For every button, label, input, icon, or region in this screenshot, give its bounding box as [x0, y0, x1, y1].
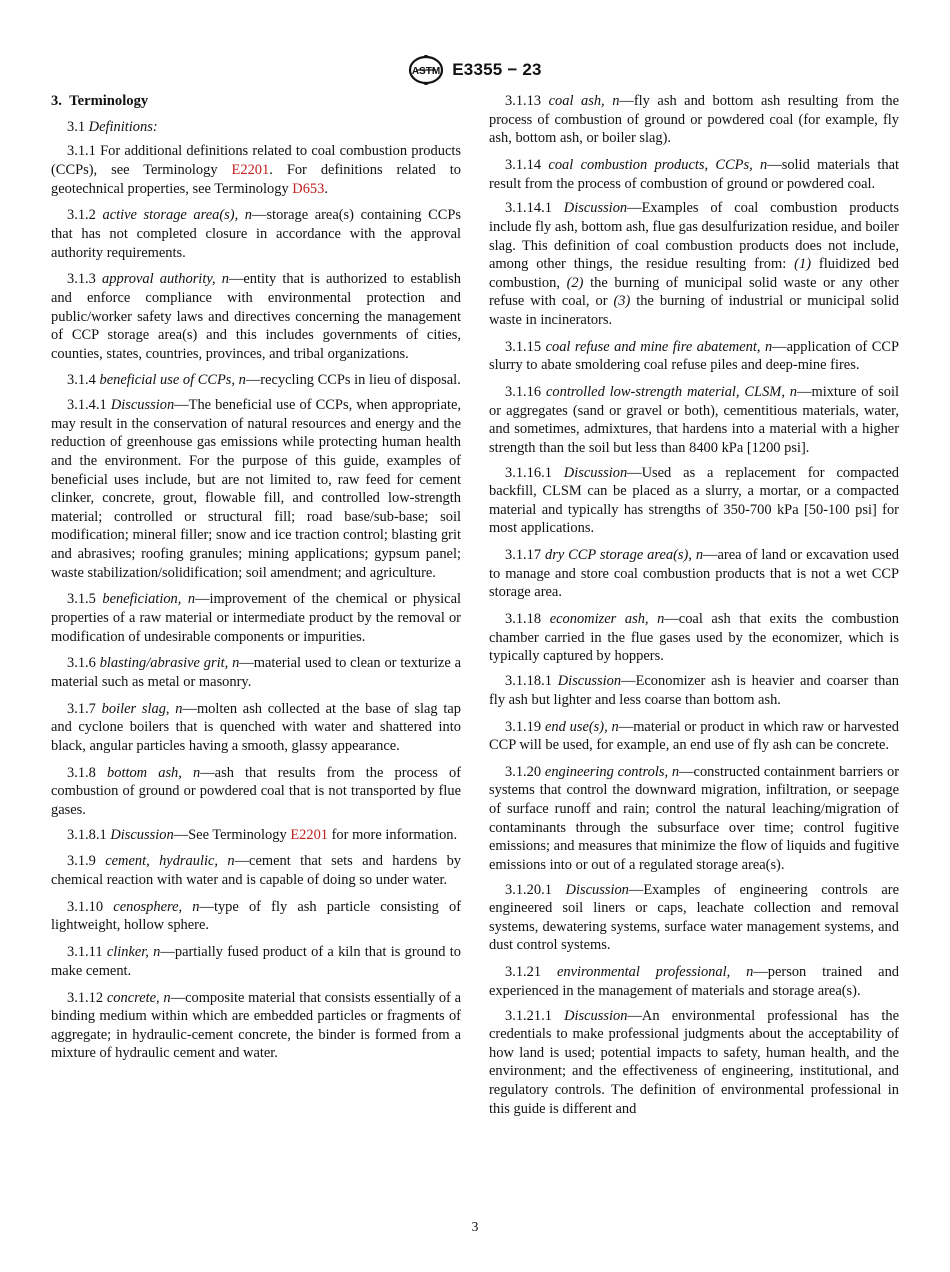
definition-3-1-3	[51, 270, 461, 363]
clause-number: 3.1.7	[67, 700, 96, 717]
clause-number: 3.1	[67, 118, 86, 135]
definition-3-1-11	[51, 943, 461, 980]
definition-3-1-13	[489, 92, 899, 148]
section-heading: 3. Terminology	[51, 93, 149, 109]
definition-text: —mixture of soil or aggregates (sand or gravel or both), cementitious materials, water, and sometimes, admixtures, that hardens into a material with a higher strength than the soil but less than 8400 kPa [1200 psi].	[489, 384, 900, 456]
definition-3-1-8-1	[51, 826, 461, 845]
definition-3-1-18-1	[489, 672, 899, 709]
clause-number: 3.1.8.1	[67, 826, 107, 843]
defined-term: end use(s), n	[544, 718, 619, 735]
defined-term: coal refuse and mine fire abatement, n	[545, 338, 773, 355]
definition-text: —storage area(s) containing CCPs that has not completed closure in accordance with the approval authority requirements.	[51, 207, 461, 261]
right-column	[489, 92, 899, 1124]
definition-text: —molten ash collected at the base of slag tap and cyclone boilers that is quenched with water and shattered into black, angular particles having a smooth, glassy appearance.	[51, 700, 461, 754]
subsection-title: Definitions:	[88, 118, 158, 135]
clause-number: 3.1.5	[67, 591, 96, 608]
definition-3-1	[51, 118, 461, 137]
clause-number: 3.1.4.1	[67, 397, 107, 414]
definition-3-1-20	[489, 763, 899, 875]
clause-number: 3.1.9	[67, 853, 96, 870]
definition-3-1-10	[51, 898, 461, 935]
clause-number: 3.1.14	[505, 156, 542, 173]
definition-3-1-5	[51, 590, 461, 646]
defined-term: Discussion	[564, 1007, 628, 1024]
definition-text: —See Terminology	[173, 826, 291, 843]
clause-number: 3.1.21.1	[505, 1007, 552, 1024]
definition-3-1-1	[51, 142, 461, 198]
defined-term: coal ash, n	[548, 93, 620, 109]
definition-text: —partially fused product of a kiln that is ground to make cement.	[51, 944, 461, 979]
reference-link[interactable]: D653	[292, 180, 325, 197]
term-emphasis: (2)	[566, 274, 584, 291]
astm-logo-icon	[408, 55, 444, 85]
definition-3-1-14	[489, 156, 899, 193]
definition-text: .	[324, 180, 328, 197]
definition-text: —solid materials that result from the process of combustion of ground or powdered coal.	[489, 156, 899, 192]
definition-3-1-18	[489, 610, 899, 666]
definition-text: —coal ash that exits the combustion chamber carried in the flue gases used by the economizer, which is typically captured by hoppers.	[489, 611, 899, 665]
term-emphasis: (3)	[613, 293, 631, 310]
definition-text: —Examples of engineering controls are engineered soil liners or caps, leachate collection and removal systems, dewatering systems, surface water management systems, and dust control systems.	[489, 881, 900, 954]
definition-text: —An environmental professional has the credentials to make professional judgments about the acceptability of how land is used; potential impacts to safety, human health, and the environment; and the effectiveness of engineering, institutional, and regulatory controls. The definition of environmental professional in this guide is different and	[489, 1007, 899, 1117]
definition-3-1-6	[51, 654, 461, 691]
term-emphasis: Discussion	[563, 200, 628, 217]
clause-number: 3.1.11	[67, 944, 103, 961]
term-emphasis: Discussion	[110, 826, 174, 843]
clause-number: 3.1.18	[505, 611, 542, 628]
defined-term: engineering controls, n	[544, 763, 680, 780]
definition-text: —type of fly ash particle consisting of lightweight, hollow sphere.	[51, 898, 462, 934]
term-emphasis: (1)	[794, 256, 812, 273]
defined-term: Discussion	[110, 397, 175, 414]
clause-number: 3.1.1	[67, 143, 96, 160]
definition-text: —constructed containment barriers or systems that control the downward migration, infiltration, or seepage of surface runoff and rain; control the natural leaching/migration of contaminants through the subsurface over time; control fugitive emissions; and measures that minimize the flow of liquids and fugitive emissions into or out of a regulated storage area(s).	[489, 763, 900, 873]
clause-number: 3.1.15	[505, 338, 542, 355]
definition-text: —Examples of coal combustion products include fly ash, bottom ash, flue gas desulfurization residue, and boiler slag. This definition of coal combustion products does not include, among other things, the residue resulting from:	[489, 200, 900, 273]
definition-text: —material used to clean or texturize a material such as metal or masonry.	[51, 655, 462, 690]
svg-text:ASTM: ASTM	[412, 66, 441, 77]
definition-3-1-2	[51, 206, 461, 262]
definition-text: —improvement of the chemical or physical properties of a raw material or intermediate product by the removal or modification of undesirable components or impurities.	[51, 591, 462, 645]
clause-number: 3.1.20.1	[505, 881, 552, 898]
clause-number: 3.1.8	[67, 764, 96, 781]
definition-3-1-9	[51, 852, 461, 889]
definition-3-1-7	[51, 700, 461, 756]
clause-number: 3.1.17	[505, 547, 542, 564]
clause-number: 3.1.4	[67, 372, 96, 389]
definition-text: —fly ash and bottom ash resulting from the process of combustion of ground or powdered coal (for example, fly ash, bottom ash, or boiler slag).	[489, 93, 900, 147]
defined-term: approval authority, n	[102, 271, 229, 288]
definition-text: —person trained and experienced in the management of materials and storage area(s).	[489, 964, 900, 999]
clause-number: 3.1.18.1	[505, 673, 552, 690]
clause-number: 3.1.21	[505, 964, 542, 981]
definition-text: —area of land or excavation used to manage and store coal combustion products that is not a wet CCP storage area.	[489, 547, 899, 601]
defined-term: dry CCP storage area(s), n	[545, 547, 704, 564]
defined-term: cement, hydraulic, n	[105, 853, 235, 870]
definition-text: —recycling CCPs in lieu of disposal.	[245, 372, 461, 389]
defined-term: beneficial use of CCPs, n	[99, 372, 246, 389]
definition-text: —cement that sets and hardens by chemical reaction with water and is capable of doing so under water.	[51, 853, 462, 889]
clause-number: 3.1.16	[505, 384, 542, 401]
left-column	[51, 92, 461, 1069]
defined-term: Discussion	[563, 464, 628, 481]
defined-term: active storage area(s), n	[102, 207, 252, 224]
clause-number: 3.1.12	[67, 989, 104, 1006]
definition-3-1-4	[51, 371, 461, 390]
defined-term: boiler slag, n	[101, 700, 183, 717]
definition-3-1-16-1	[489, 464, 899, 538]
definition-text: fluidized bed combustion,	[489, 256, 899, 291]
defined-term: Discussion	[565, 881, 629, 898]
definition-text: —The beneficial use of CCPs, when appropriate, may result in the conservation of natural resources and energy and the reduction of greenhouse gas emissions while protecting human health and the environment. For the purpose of this guide, examples of beneficial uses include, but are not limited to, raw feed for cement clinker, concrete, grout, flowable fill, and controlled low-strength material; controlled or structural fill; road base/sub-base; soil modification; mineral filler; snow and ice traction control; blasting grit and abrasives; roofing granules; mining applications; gypsum panel; waste stabilization/solidification; soil amendment; and agriculture.	[51, 397, 462, 581]
definition-3-1-8	[51, 764, 461, 820]
definition-3-1-19	[489, 718, 899, 755]
definition-text: —ash that results from the process of combustion of ground or powdered coal that is not transported by flue gases.	[51, 764, 461, 818]
definition-text: —material or product in which raw or harvested CCP will be used, for example, an end use of fly ash can be concrete.	[489, 718, 899, 754]
clause-number: 3.1.3	[67, 271, 96, 288]
clause-number: 3.1.10	[67, 898, 104, 915]
definition-text: —Used as a replacement for compacted backfill, CLSM can be placed as a slurry, a mortar, or a compacted material and typically has strengths of 350-700 kPa [50-100 psi] for most applications.	[489, 464, 899, 537]
defined-term: blasting/abrasive grit, n	[99, 655, 240, 672]
defined-term: controlled low-strength material, CLSM, n	[545, 384, 798, 401]
defined-term: coal combustion products, CCPs, n	[548, 156, 768, 173]
definition-text: —entity that is authorized to establish and enforce compliance with environmental protection and public/worker safety laws and directives concerning the management of CCP storage area(s) and this includes governments of cities, counties, states, countries, provinces, and tribal organizations.	[51, 271, 462, 362]
definition-text: the burning of municipal solid waste or any other refuse with coal, or	[489, 274, 899, 310]
definition-text: . For definitions related to geotechnical properties, see Terminology	[51, 161, 461, 197]
definition-3-1-15	[489, 338, 899, 375]
reference-link[interactable]: E2201	[290, 826, 329, 843]
definition-3-1-21	[489, 963, 899, 1000]
clause-number: 3.1.13	[505, 93, 542, 109]
clause-number: 3.1.19	[505, 718, 542, 735]
reference-link[interactable]: E2201	[231, 161, 270, 178]
clause-number: 3.1.2	[67, 207, 96, 224]
defined-term: cenosphere, n	[113, 898, 200, 915]
clause-number: 3.1.20	[505, 763, 542, 780]
definition-text: —Economizer ash is heavier and coarser than fly ash but lighter and less coarse than bottom ash.	[489, 673, 900, 708]
defined-term: environmental professional, n	[557, 964, 754, 981]
definition-3-1-12	[51, 989, 461, 1063]
defined-term: economizer ash, n	[549, 611, 665, 628]
clause-number: 3.1.14.1	[505, 200, 552, 217]
defined-term: bottom ash, n	[107, 764, 201, 781]
defined-term: Discussion	[557, 673, 622, 690]
definition-text: For additional definitions related to coal combustion products (CCPs), see Terminology	[51, 143, 461, 178]
definition-3-1-16	[489, 383, 899, 457]
definition-text: —application of CCP slurry to abate smoldering coal refuse piles and deep-mine fires.	[489, 338, 899, 374]
definition-text: for more information.	[328, 826, 458, 843]
standard-designation: E3355 − 23	[452, 60, 542, 79]
defined-term: concrete, n	[106, 989, 171, 1006]
clause-number: 3.1.16.1	[505, 464, 552, 481]
page-number: 3	[471, 1219, 479, 1234]
clause-number: 3.1.6	[67, 655, 96, 672]
definition-3-1-17	[489, 546, 899, 602]
definition-3-1-20-1	[489, 881, 899, 955]
definition-text: the burning of industrial or municipal solid waste in incinerators.	[489, 293, 899, 328]
definition-3-1-4-1	[51, 396, 461, 582]
definition-3-1-21-1	[489, 1007, 899, 1119]
page-header	[0, 54, 950, 86]
defined-term: beneficiation, n	[102, 591, 196, 608]
definition-3-1-14-1	[489, 199, 899, 329]
defined-term: clinker, n	[106, 944, 161, 961]
definition-text: —composite material that consists essentially of a binding medium within which are embedded particles or fragments of aggregate; in hydraulic-cement concrete, the binder is formed from a mixture of hydraulic cement and water.	[51, 989, 462, 1062]
